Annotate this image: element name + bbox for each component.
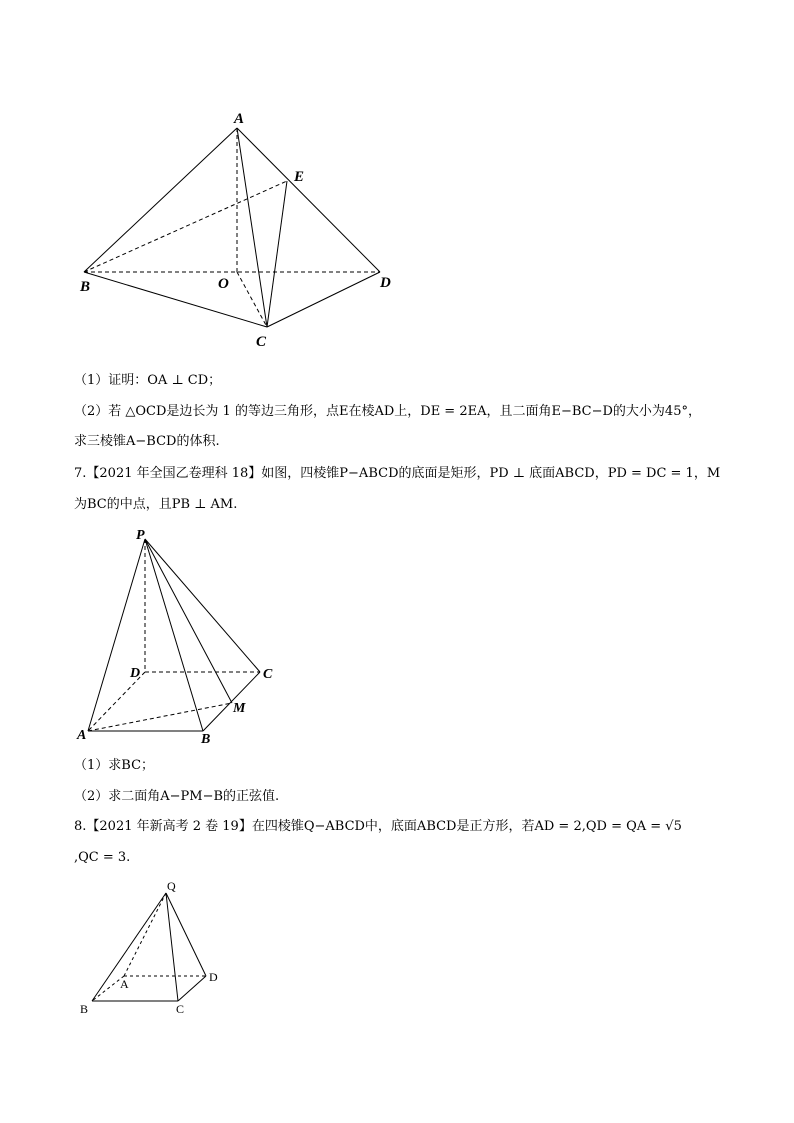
figure-tetrahedron-abcd (70, 105, 410, 355)
problem8-line2: ,QC = 3. (74, 850, 131, 865)
problem6-part2-line1: （2）若 △OCD是边长为 1 的等边三角形，点E在棱AD上，DE = 2EA，且二面角E−BC−D的大小为45°， (74, 404, 701, 419)
edge-pm (145, 539, 232, 703)
edge-ec (267, 181, 287, 327)
edge-ac (237, 128, 267, 327)
dashed-am (88, 703, 232, 731)
edge-qb (92, 893, 166, 1001)
edge-ab (84, 128, 237, 272)
label-a: A (77, 728, 87, 743)
label-d: D (380, 275, 391, 291)
problem7-part1: （1）求BC； (74, 758, 155, 773)
dashed-qa (124, 893, 166, 976)
label-d: D (209, 970, 218, 984)
edge-pb (145, 539, 203, 731)
problem8-line1: 8.【2021 年新高考 2 卷 19】在四棱锥Q−ABCD中，底面ABCD是正方形，若AD = 2,QD = QA = √5 (74, 819, 682, 834)
problem7-line2: 为BC的中点，且PB ⊥ AM. (74, 497, 238, 512)
label-c: C (263, 667, 273, 682)
edge-cd (178, 976, 206, 1001)
label-a: A (234, 111, 245, 127)
label-d: D (130, 666, 141, 681)
edge-bc (203, 672, 260, 731)
label-c: C (256, 334, 267, 350)
problem6-part2-line2: 求三棱锥A−BCD的体积. (74, 434, 220, 449)
label-c: C (176, 1002, 185, 1016)
problem7-part2: （2）求二面角A−PM−B的正弦值. (74, 789, 280, 804)
edge-qd (166, 893, 206, 976)
figure-pyramid-pabcd (70, 525, 290, 750)
problem7-line1: 7.【2021 年全国乙卷理科 18】如图，四棱锥P−ABCD的底面是矩形，PD ⊥ 底面ABCD，PD = DC = 1，M (74, 466, 721, 481)
edge-bc (84, 272, 267, 327)
edge-qc (166, 893, 178, 1001)
label-b: B (201, 732, 211, 747)
problem6-part1: （1）证明：OA ⊥ CD； (74, 373, 222, 388)
label-p: P (136, 528, 145, 543)
label-e: E (294, 169, 305, 185)
label-a: A (120, 977, 129, 991)
edge-pa (88, 539, 145, 731)
label-q: Q (167, 879, 176, 893)
edge-cd (267, 272, 380, 327)
edge-ad (237, 128, 380, 272)
figure-pyramid-qabcd (72, 873, 232, 1018)
label-m: M (233, 701, 246, 716)
label-b: B (80, 279, 91, 295)
edge-pc (145, 539, 260, 672)
label-b: B (80, 1002, 89, 1016)
label-o: O (218, 276, 229, 292)
